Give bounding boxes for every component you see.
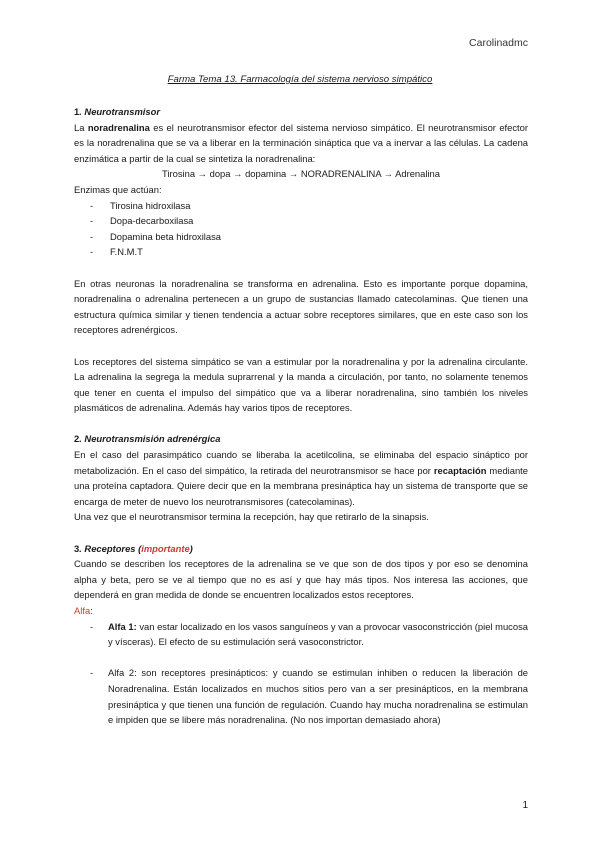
- section-2-paragraph-2: Una vez que el neurotransmisor termina la recepción, hay que retirarlo de la sinapsis.: [74, 511, 429, 523]
- list-item: - F.N.M.T: [74, 244, 528, 260]
- section-1-paragraph-2: En otras neuronas la noradrenalina se transforma en adrenalina. Esto es importante porque dopamina, noradrenalina o adrenalina pertenecen a un grupo de sustancias llamado catecolaminas. Que tienen una estructura química similar y tienen tendencia a actuar sobre receptores similares, que en este caso son los receptores adrenérgicos.: [74, 277, 528, 336]
- bold-term: recaptación: [433, 464, 487, 476]
- page-number: 1: [522, 800, 528, 811]
- list-item: - Alfa 1: van estar localizado en los vasos sanguíneos y van a provocar vasoconstricción (piel mucosa y vísceras). El efecto de su estimulación será vasoconstrictor.: [74, 619, 528, 650]
- document-body: [74, 104, 528, 728]
- section-3-paragraph-1: Cuando se describen los receptores de la adrenalina se ve que son de dos tipos y por eso se denomina alpha y beta, pero se ve al tiempo que no es así y que hay más tipos. Nos interesa las acciones, que dependerá en gran medida de donde se encuentren localizados estos receptores.: [74, 558, 528, 601]
- list-item: - Dopamina beta hidroxilasa: [74, 229, 528, 245]
- receptor-list: [74, 619, 528, 728]
- section-1-paragraph-3: Los receptores del sistema simpático se van a estimular por la noradrenalina y por la adrenalina circulante. La adrenalina la segrega la medula suprarrenal y la manda a circulación, por tanto, no solamente tenemos que tener en cuenta el impulso del simpático que va a liberar noradrenalina, sino también los niveles plasmáticos de adrenalina. Además hay varios tipos de receptores.: [74, 355, 528, 414]
- author-header: Carolinadmc: [469, 37, 528, 49]
- section-2-paragraph-1: En el caso del parasimpático cuando se liberaba la acetilcolina, se eliminaba del espacio sináptico por metabolización. En el caso del simpático, la retirada del neurotransmisor se hace por recaptación mediante una proteína captadora. Quiere decir que en la membrana presináptica hay un sistema de transporte que se encarga de meter de nuevo los neurotransmisores (catecolaminas).: [74, 449, 528, 507]
- list-item: - Dopa-decarboxilasa: [74, 213, 528, 229]
- section-2-heading: 2. Neurotransmisión adrenérgica: [74, 433, 221, 445]
- list-item: - Tirosina hidroxilasa: [74, 198, 528, 214]
- important-highlight: importante: [141, 542, 190, 554]
- section-1-heading: 1. Neurotransmisor: [74, 106, 160, 117]
- list-item: - Alfa 2: son receptores presinápticos: y cuando se estimulan inhiben o reducen la liberación de Noradrenalina. Están localizados en muchos sitios pero van a ser presinápticos, en la membrana presináptica y que tienen una función de regulación. Cuando hay mucha noradrenalina se estimulan e impiden que se libere más noradrenalina. (No nos importan demasiado ahora): [74, 665, 528, 727]
- enzymes-label: Enzimas que actúan:: [74, 183, 162, 195]
- section-3-heading: 3. Receptores (importante): [74, 542, 193, 554]
- bold-term: noradrenalina: [87, 121, 150, 133]
- section-1-paragraph-1: La noradrenalina es el neurotransmisor efector del sistema nervioso simpático. El neurotransmisor efector es la noradrenalina que se va a liberar en la terminación sináptica que va a inervar a las células. La cadena enzimática a partir de la cual se sintetiza la noradrenalina:: [74, 121, 528, 164]
- enzyme-list: [74, 198, 528, 260]
- synthesis-chain: Tirosina → dopa → dopamina → NORADRENALINA → Adrenalina: [162, 168, 440, 180]
- page-title: Farma Tema 13. Farmacología del sistema nervioso simpático: [167, 74, 433, 85]
- alfa-label: Alfa:: [74, 605, 93, 616]
